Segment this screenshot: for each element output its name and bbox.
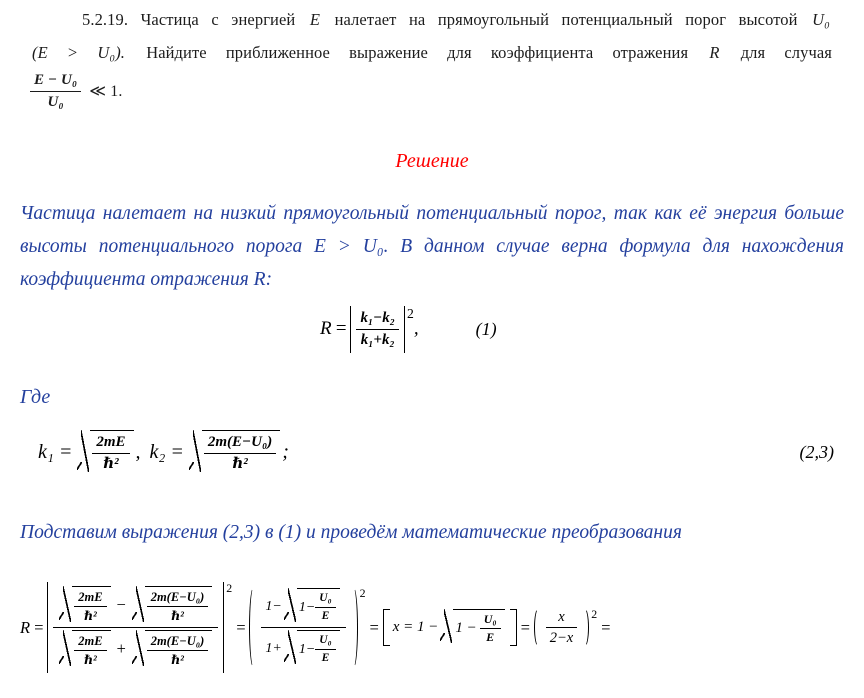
where-label: Где bbox=[20, 386, 51, 408]
fraction-denominator: ℏ² bbox=[171, 609, 184, 623]
right-paren bbox=[349, 587, 358, 668]
parentheses bbox=[534, 608, 589, 647]
math-condition-E-greater-U0: (E > U₀). bbox=[32, 43, 126, 62]
fraction-numerator: x bbox=[546, 608, 577, 628]
minus-sign: − bbox=[115, 595, 127, 615]
fraction bbox=[261, 587, 345, 668]
fraction-numerator: k₁−k₂ bbox=[356, 309, 399, 330]
fraction-denominator: ℏ² bbox=[83, 609, 97, 623]
sqrt-2mE-over-hbar2 bbox=[59, 586, 110, 625]
fraction-numerator: 2m(E−U₀) bbox=[204, 433, 276, 454]
equation-label-2-3: (2,3) bbox=[799, 441, 834, 462]
fraction-numerator bbox=[53, 585, 218, 628]
fraction-numerator: 2mE bbox=[92, 433, 129, 454]
big-fraction bbox=[53, 585, 218, 670]
equals-sign: = bbox=[519, 617, 531, 637]
math-symbol-E: E bbox=[309, 10, 321, 29]
fraction-denominator: E bbox=[486, 630, 495, 644]
absolute-value-bars bbox=[47, 582, 224, 673]
equals-sign: = bbox=[33, 617, 45, 637]
one-minus: 1− bbox=[298, 641, 316, 657]
substitution-brackets bbox=[383, 609, 517, 647]
exponent-2: 2 bbox=[359, 586, 366, 601]
fraction-denominator: ℏ² bbox=[103, 455, 119, 472]
var-R: R bbox=[20, 617, 31, 637]
plus-sign: + bbox=[115, 639, 127, 659]
exponent-2: 2 bbox=[226, 581, 233, 595]
problem-line-2 bbox=[30, 43, 832, 63]
fraction-E-minus-U0-over-U0 bbox=[30, 71, 81, 112]
final-derivation bbox=[20, 582, 858, 673]
var-k1: k₁ bbox=[38, 440, 54, 463]
fraction-x-over-2-minus-x bbox=[546, 608, 577, 647]
radicand-fraction bbox=[147, 589, 209, 624]
problem-line-3 bbox=[30, 71, 832, 112]
equals-sign: = bbox=[235, 617, 247, 637]
fraction-denominator bbox=[261, 628, 345, 668]
math-symbol-U0: U₀ bbox=[812, 10, 830, 29]
problem-text-seg5: для случая bbox=[740, 43, 832, 62]
problem-number: 5.2.19. bbox=[82, 10, 129, 29]
one-minus: 1− bbox=[265, 598, 282, 614]
fraction-denominator: 2−x bbox=[549, 630, 574, 646]
fraction-numerator bbox=[261, 587, 345, 628]
equals-sign: = bbox=[600, 617, 612, 637]
equation-1 bbox=[320, 306, 497, 353]
radicand-fraction bbox=[74, 589, 106, 624]
fraction-numerator: 2mE bbox=[74, 589, 106, 607]
fraction-U0-over-E bbox=[315, 591, 335, 624]
left-paren bbox=[249, 587, 258, 668]
much-less-than-one: ≪ 1. bbox=[89, 83, 123, 101]
radicand-fraction bbox=[74, 633, 106, 668]
sqrt-2mE-over-hbar2 bbox=[59, 630, 110, 669]
fraction-numerator: U₀ bbox=[315, 591, 335, 608]
radicand-fraction bbox=[147, 633, 209, 668]
equation-label-1: (1) bbox=[475, 318, 497, 339]
abs-squared-ratio-of-radicals bbox=[47, 582, 232, 673]
sqrt-1-minus-U0-over-E bbox=[440, 609, 504, 647]
problem-text-seg4: Найдите приближенное выражение для коэффициента отражения bbox=[146, 43, 689, 62]
problem-statement bbox=[30, 10, 832, 112]
absolute-value-bars bbox=[350, 306, 405, 353]
one-minus: 1− bbox=[298, 599, 316, 615]
problem-line-1 bbox=[30, 10, 832, 30]
equation-2-3 bbox=[38, 430, 834, 475]
math-symbol-R: R bbox=[709, 43, 720, 62]
solution-heading: Решение bbox=[395, 150, 469, 172]
paren-squared-ratio bbox=[249, 587, 365, 668]
fraction-numerator: U₀ bbox=[315, 633, 335, 650]
abs-squared-group bbox=[350, 306, 413, 353]
equals-sign: = bbox=[58, 440, 73, 463]
paren-squared-x-ratio bbox=[534, 608, 597, 647]
fraction-denominator: k₁+k₂ bbox=[360, 331, 395, 348]
one-plus: 1+ bbox=[265, 640, 282, 656]
parentheses bbox=[249, 587, 357, 668]
sqrt-2m-E-minus-U0-over-hbar2 bbox=[189, 430, 280, 475]
sqrt-2mE-over-hbar2 bbox=[77, 430, 133, 475]
comma: , bbox=[135, 440, 141, 463]
fraction-U0-over-E bbox=[480, 612, 501, 646]
fraction-U0-over-E bbox=[315, 633, 335, 666]
radicand-fraction bbox=[92, 433, 129, 474]
left-paren bbox=[534, 608, 543, 647]
fraction-numerator: U₀ bbox=[480, 612, 501, 629]
exponent-2: 2 bbox=[407, 306, 414, 321]
problem-text-seg1: Частица с энергией bbox=[140, 10, 296, 29]
fraction-denominator: ℏ² bbox=[232, 455, 248, 472]
solution-paragraph-2: Подставим выражения (2,3) в (1) и проведём математические преобразования bbox=[20, 522, 682, 543]
var-R: R bbox=[320, 318, 332, 340]
left-bracket bbox=[383, 609, 390, 647]
one-minus: 1 − bbox=[455, 620, 477, 636]
sqrt-1-minus-U0-over-E bbox=[284, 588, 340, 625]
fraction-denominator: ℏ² bbox=[171, 653, 184, 667]
right-paren bbox=[580, 608, 589, 647]
right-bracket bbox=[510, 609, 517, 647]
comma: , bbox=[413, 318, 419, 340]
equals-sign: = bbox=[170, 440, 184, 463]
sqrt-2m-E-minus-U0-over-hbar2 bbox=[132, 630, 213, 669]
var-k2: k₂ bbox=[149, 440, 166, 463]
equals-sign: = bbox=[368, 617, 380, 637]
fraction-denominator: ℏ² bbox=[83, 653, 97, 667]
fraction-numerator: 2m(E−U₀) bbox=[147, 589, 209, 607]
x-definition: x = 1 − bbox=[392, 619, 439, 635]
fraction-denominator: U₀ bbox=[47, 93, 64, 110]
sqrt-2m-E-minus-U0-over-hbar2 bbox=[132, 586, 213, 625]
fraction-k1k2 bbox=[356, 309, 399, 350]
fraction-numerator: 2m(E−U₀) bbox=[147, 633, 209, 651]
radicand-fraction bbox=[204, 433, 276, 474]
fraction-numerator: 2mE bbox=[74, 633, 106, 651]
equals-sign: = bbox=[334, 318, 348, 340]
fraction-denominator: E bbox=[321, 610, 330, 623]
problem-text-seg2: налетает на прямоугольный потенциальный порог высотой bbox=[334, 10, 798, 29]
sqrt-1-minus-U0-over-E bbox=[284, 630, 340, 667]
fraction-denominator: E bbox=[321, 651, 330, 664]
fraction-numerator: E − U₀ bbox=[30, 71, 81, 92]
semicolon: ; bbox=[282, 440, 289, 463]
exponent-2: 2 bbox=[591, 606, 598, 621]
solution-paragraph-1: Частица налетает на низкий прямоугольный потенциальный порог, так как её энергия больше высоты потенциального порога E > U₀. В данном случае верна формула для нахождения коэффициента отражения R: bbox=[20, 203, 844, 291]
fraction-denominator bbox=[53, 628, 218, 670]
